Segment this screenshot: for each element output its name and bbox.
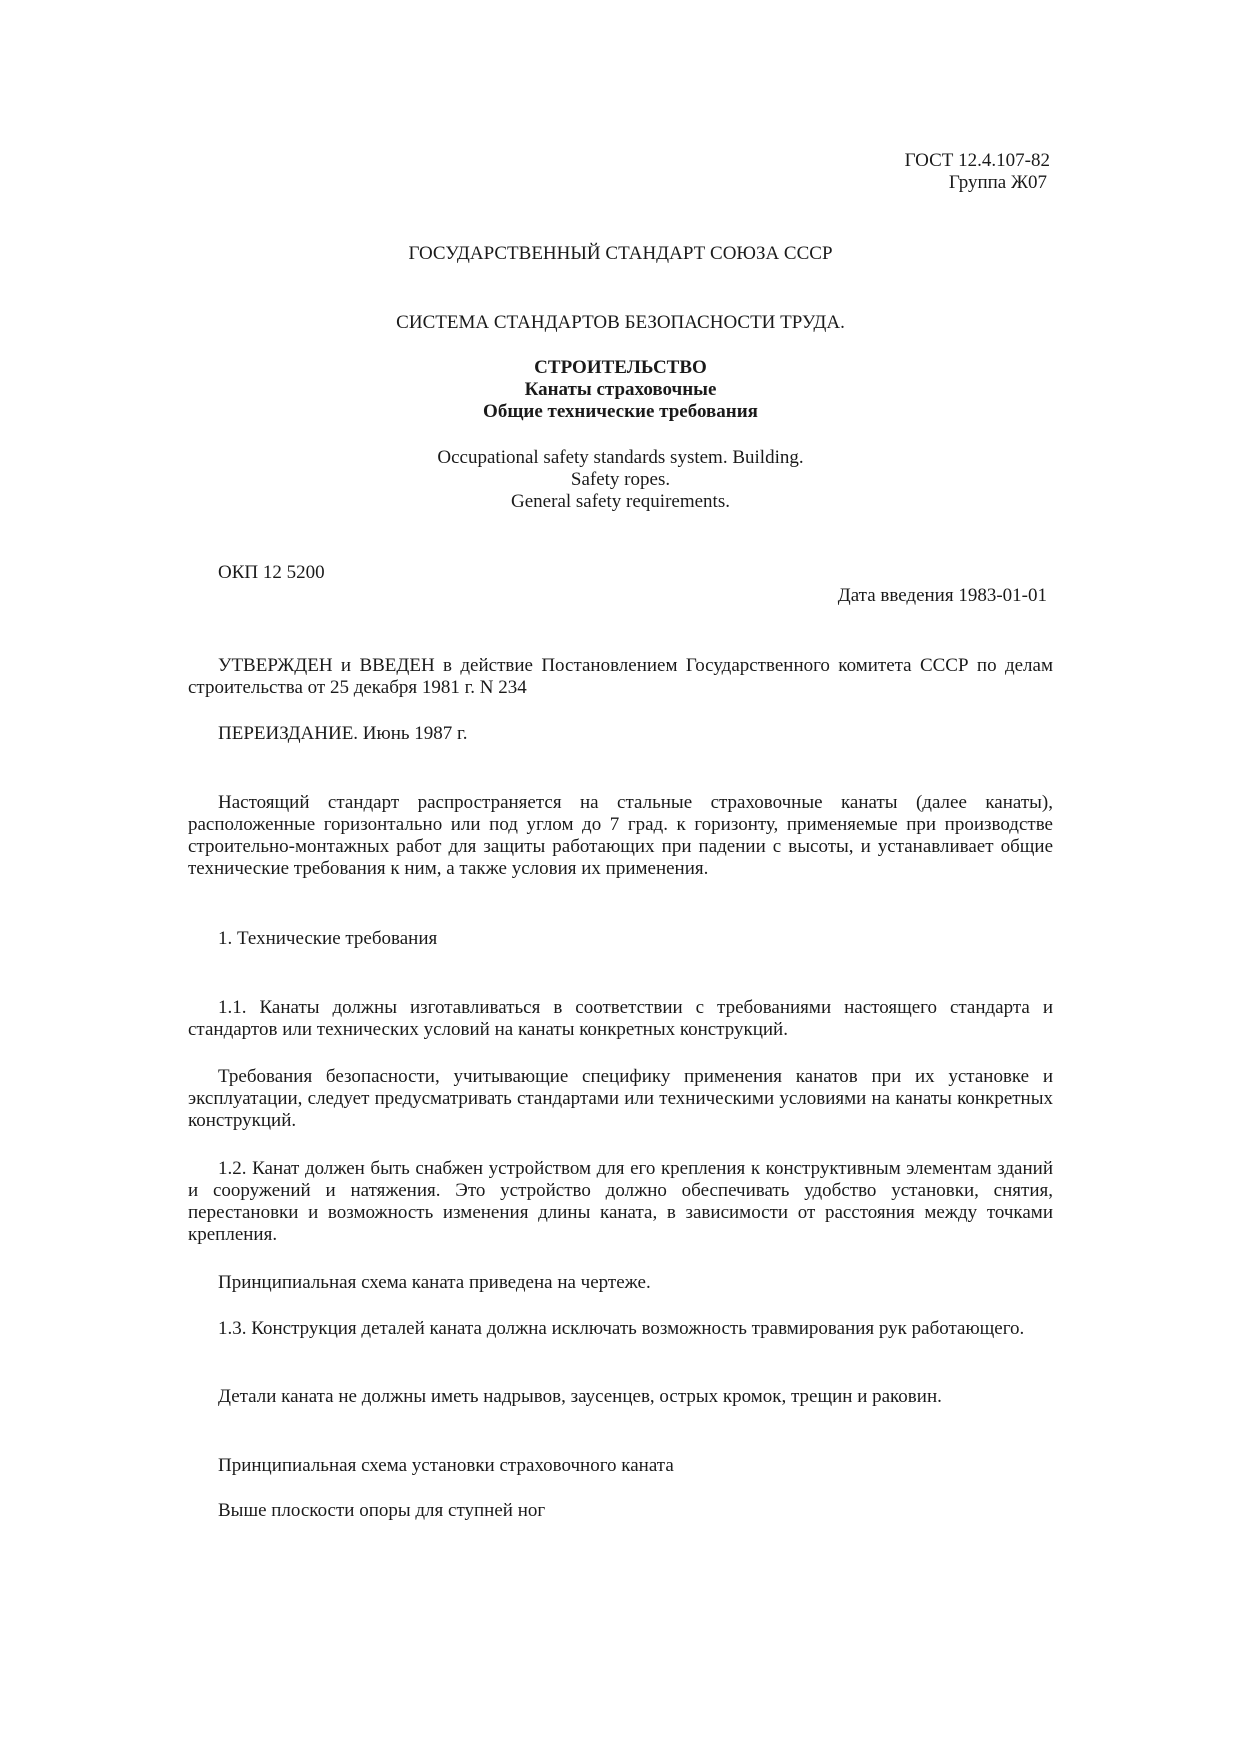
english-title-line-1: Occupational safety standards system. Building. bbox=[437, 447, 804, 468]
requirements-title: Общие технические требования bbox=[483, 401, 758, 422]
ropes-title: Канаты страховочные bbox=[524, 379, 717, 400]
english-title-line-3: General safety requirements. bbox=[511, 491, 730, 512]
okp-code: ОКП 12 5200 bbox=[218, 562, 325, 583]
clause-1-2-scheme-ref: Принципиальная схема каната приведена на чертеже. bbox=[218, 1272, 651, 1293]
building-title: СТРОИТЕЛЬСТВО bbox=[534, 357, 707, 378]
scheme-note: Выше плоскости опоры для ступней ног bbox=[218, 1500, 546, 1521]
clause-1-3: 1.3. Конструкция деталей каната должна исключать возможность травмирования рук работающего. bbox=[218, 1318, 1025, 1339]
reissue-note: ПЕРЕИЗДАНИЕ. Июнь 1987 г. bbox=[218, 723, 468, 744]
clause-1-1: 1.1. Канаты должны изготавливаться в соответствии с требованиями настоящего стандарта и стандартов или технических условий на канаты конкретных конструкций. bbox=[188, 997, 1053, 1040]
clause-1-3-details: Детали каната не должны иметь надрывов, заусенцев, острых кромок, трещин и раковин. bbox=[218, 1386, 942, 1407]
gost-number: ГОСТ 12.4.107-82 bbox=[904, 150, 1050, 171]
clause-1-2: 1.2. Канат должен быть снабжен устройством для его крепления к конструктивным элементам зданий и сооружений и натяжения. Это устройство должно обеспечивать удобство установки, снятия, перестановки и возможность изменения длины каната, в зависимости от расстояния между точками крепления. bbox=[188, 1158, 1053, 1245]
state-standard-title: ГОСУДАРСТВЕННЫЙ СТАНДАРТ СОЮЗА СССР bbox=[408, 243, 833, 264]
english-title-line-2: Safety ropes. bbox=[570, 469, 671, 490]
scheme-title: Принципиальная схема установки страховочного каната bbox=[218, 1455, 674, 1476]
clause-1-1-safety: Требования безопасности, учитывающие специфику применения канатов при их установке и эксплуатации, следует предусматривать стандартами или техническими условиями на канаты конкретных конструкций. bbox=[188, 1066, 1053, 1131]
introduction-date: Дата введения 1983-01-01 bbox=[837, 585, 1047, 606]
approval-paragraph: УТВЕРЖДЕН и ВВЕДЕН в действие Постановлением Государственного комитета СССР по делам строительства от 25 декабря 1981 г. N 234 bbox=[188, 655, 1053, 698]
system-title: СИСТЕМА СТАНДАРТОВ БЕЗОПАСНОСТИ ТРУДА. bbox=[396, 312, 845, 333]
section-1-heading: 1. Технические требования bbox=[218, 928, 438, 949]
group-code: Группа Ж07 bbox=[948, 172, 1047, 193]
scope-paragraph: Настоящий стандарт распространяется на стальные страховочные канаты (далее канаты), расположенные горизонтально или под углом до 7 град. к горизонту, применяемые при производстве строительно-монтажных работ для защиты работающих при падении с высоты, и устанавливает общие технические требования к ним, а также условия их применения. bbox=[188, 792, 1053, 879]
